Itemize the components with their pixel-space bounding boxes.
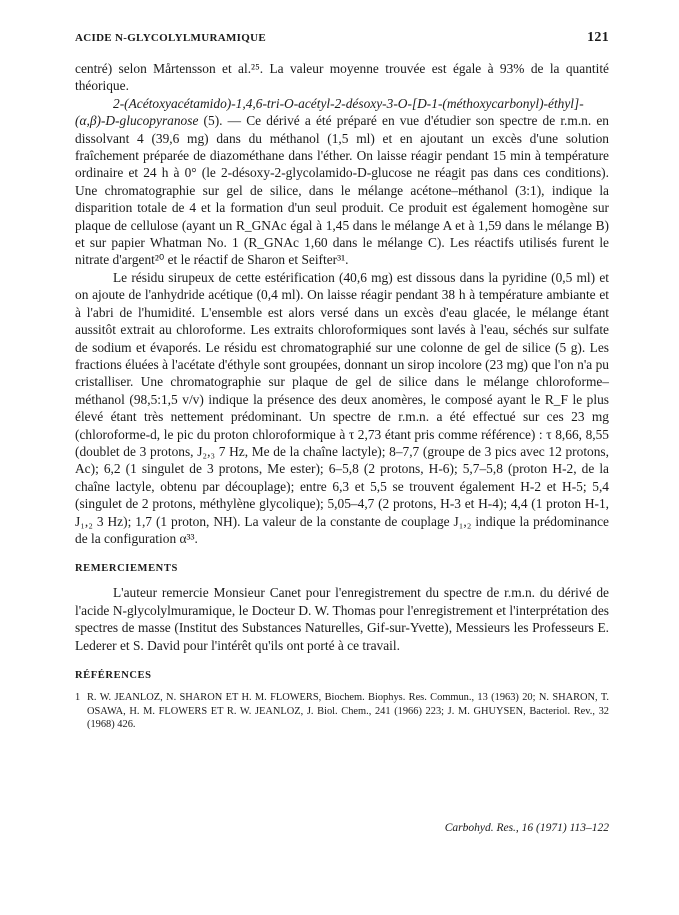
journal-citation: Carbohyd. Res., 16 (1971) 113–122 [444, 822, 609, 834]
reference-number: 1 [75, 692, 81, 703]
running-title: ACIDE N-GLYCOLYLMURAMIQUE [75, 32, 266, 44]
paragraph-3: Le résidu sirupeux de cette estérification (40,6 mg) est dissous dans la pyridine (0,5 ml) et on ajoute de l'anhydride acétique (0,4 ml). On laisse réagir pendant 38 h à température ambiante et à l'abri de l'humidité. L'ensemble est alors versé dans un excès d'eau glacée, le mélange étant aussitôt extrait au chloroforme. Les extraits chloroformiques sont lavés à l'eau, séchés sur sulfate de sodium et évaporés. Le résidu est chromatographié sur une colonne de gel de silice (5 g). Les fractions éluées à l'acétate d'éthyle sont groupées, donnant un sirop incolore (23 mg) que l'on n'a pu cristalliser. Une chromatographie sur plaque de gel de silice dans le mélange chloroforme–méthanol (98,5:1,5 v/v) indique la présence des deux anomères, le composé ayant le R_F le plus élevé étant très nettement prédominant. Un spectre de r.m.n. a été effectué sur ces 23 mg (chloroforme-d, le pic du proton chloroformique à τ 2,73 étant pris comme référence) : τ 8,66, 8,55 (doublet de 3 protons, J₂,₃ 7 Hz, Me de la chaîne lactyle); 8–7,7 (groupe de 3 pics avec 12 protons, Ac); 6,2 (1 singulet de 3 protons, Me ester); 6–5,8 (2 protons, H-6); 5,7–5,8 (proton H-2, de la chaîne lactyle, obtenu par découplage); entre 6,3 et 5,5 se trouvent également H-2 et H-5; 5,4 (singulet de 2 protons, méthylène glycolique); 5,05–4,7 (2 protons, H-3 et H-4); 4,4 (1 proton H-1, J₁,₂ 3 Hz); 1,7 (1 proton, NH). La valeur de la constante de couplage J₁,₂ indique la prédominance de la configuration α³³. [75, 269, 609, 546]
paragraph-2-text: (5). — Ce dérivé a été préparé en vue d'étudier son spectre de r.m.n. en dissolvant 4 (39,6 mg) dans du méthanol (1,5 ml) et en ajoutant un excès d'une solution fraîchement préparée de diazométhane dans l'éther. On laisse réagir pendant 15 min à température ordinaire et 24 h à 0° (le 2-désoxy-2-glycolamido-D-glucose ne réagit pas dans ces conditions). Une chromatographie sur gel de silice, dans le mélange acétone–méthanol (3:1), indique la disparition totale de 4 et la formation d'un seul produit. Ce produit est également homogène sur plaque de cellulose (ayant un R_GNAc égal à 1,45 dans le mélange A et à 1,59 dans le mélange B) et sur papier Whatman No. 1 (R_GNAc 1,60 dans le mélange C). Les réactifs utilisés furent le nitrate d'argent²⁰ et le réactif de Sharon et Seifter³¹. [75, 113, 609, 268]
acknowledgements-text: L'auteur remercie Monsieur Canet pour l'enregistrement du spectre de r.m.n. du dérivé de l'acide N-glycolylmuramique, le Docteur D. W. Thomas pour l'enregistrement et l'interprétation des spectres de masse (Institut des Substances Naturelles, Gif-sur-Yvette), Messieurs les Professeurs E. Lederer et S. David pour l'intérêt qu'ils ont porté à ce travail. [75, 585, 609, 653]
page [75, 30, 609, 732]
references-list [75, 691, 609, 732]
compound-name: 2-(Acétoxyacétamido)-1,4,6-tri-O-acétyl-2-désoxy-3-O-[D-1-(méthoxycarbonyl)-éthyl]-(α,β)-D-glucopyranose [75, 95, 584, 129]
running-head [75, 30, 609, 46]
paragraph-1: centré) selon Mårtensson et al.²⁵. La valeur moyenne trouvée est égale à 93% de la quantité théorique. [75, 61, 609, 94]
reference-item [75, 691, 609, 732]
page-number: 121 [587, 30, 609, 45]
paragraph-2 [75, 95, 609, 269]
acknowledgements-heading: REMERCIEMENTS [75, 563, 178, 575]
reference-text: R. W. JEANLOZ, N. SHARON ET H. M. FLOWERS, Biochem. Biophys. Res. Commun., 13 (1963) 20; N. SHARON, T. OSAWA, H. M. FLOWERS ET R. W. JEANLOZ, J. Biol. Chem., 241 (1966) 223; J. M. GHUYSEN, Bacteriol. Rev., 32 (1968) 426. [87, 692, 609, 731]
references-heading: RÉFÉRENCES [75, 670, 152, 681]
